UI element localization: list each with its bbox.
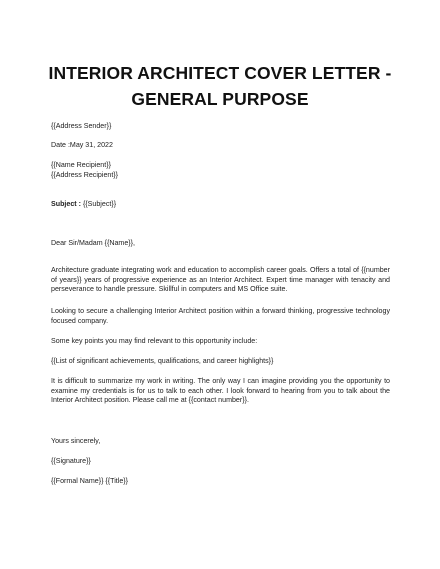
address-sender: {{Address Sender}} bbox=[51, 122, 112, 130]
paragraph-objective: Looking to secure a challenging Interior Architect position within a forward thinking, progressive technology focused company. bbox=[51, 307, 390, 325]
salutation: Dear Sir/Madam {{Name}}, bbox=[51, 239, 135, 247]
subject-value: {{Subject}} bbox=[80, 200, 117, 208]
paragraph-closing-request: It is difficult to summarize my work in writing. The only way I can imagine providing you the opportunity to examine my credentials is for us to talk to each other. I look forward to hearing from you to talk about the Interior Architect position. Please call me at {{contact number}}. bbox=[51, 377, 390, 405]
page-title bbox=[20, 60, 420, 112]
subject-line bbox=[51, 199, 116, 209]
signature: {{Signature}} bbox=[51, 457, 91, 465]
name-recipient: {{Name Recipient}} bbox=[51, 161, 111, 169]
address-recipient: {{Address Recipient}} bbox=[51, 171, 119, 179]
title-line-1: INTERIOR ARCHITECT COVER LETTER - bbox=[48, 63, 392, 83]
subject-label: Subject : bbox=[51, 200, 81, 208]
title-line-2: GENERAL PURPOSE bbox=[131, 89, 309, 109]
paragraph-achievements: {{List of significant achievements, qualifications, and career highlights}} bbox=[51, 357, 274, 365]
letter-date: Date :May 31, 2022 bbox=[51, 141, 113, 149]
formal-name-title: {{Formal Name}} {{Title}} bbox=[51, 477, 129, 485]
closing: Yours sincerely, bbox=[51, 437, 101, 445]
paragraph-intro: Architecture graduate integrating work and education to accomplish career goals. Offers a total of {{number of years}} years of progressive experience as an Interior Architect. Expert time manager with tenacity and perseverance to handle pressure. Skillful in computers and MS Office suite. bbox=[51, 266, 390, 294]
paragraph-key-points: Some key points you may find relevant to this opportunity include: bbox=[51, 337, 258, 345]
